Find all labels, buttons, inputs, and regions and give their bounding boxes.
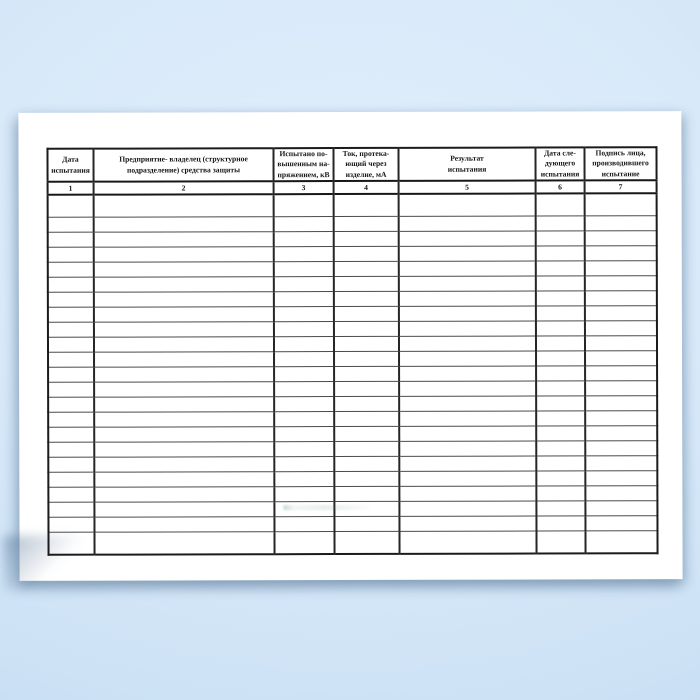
column-number-cell-5: 5 (399, 181, 536, 194)
table-row (48, 216, 657, 233)
empty-cell (399, 411, 536, 426)
empty-cell (274, 352, 334, 367)
table-row (48, 486, 657, 503)
empty-cell (536, 261, 585, 276)
empty-cell (48, 442, 94, 457)
column-number-cell-1: 1 (48, 182, 94, 195)
table-row (48, 246, 657, 263)
empty-cell (334, 336, 399, 351)
empty-cell (536, 193, 585, 216)
empty-cell (274, 442, 334, 457)
empty-cell (585, 351, 657, 366)
header-cell-col5 (398, 148, 535, 181)
empty-cell (274, 322, 334, 337)
empty-cell (274, 262, 334, 277)
empty-cell (274, 277, 334, 292)
table-header-row (47, 147, 656, 182)
table-row (48, 336, 657, 353)
empty-cell (274, 292, 334, 307)
empty-cell (274, 307, 334, 322)
empty-cell (94, 427, 274, 442)
empty-cell (94, 517, 274, 532)
header-line: подразделение) средства защиты (127, 164, 241, 175)
empty-cell (399, 381, 536, 396)
empty-cell (274, 487, 334, 502)
empty-cell (585, 336, 657, 351)
table-row (48, 516, 657, 533)
empty-cell (334, 261, 399, 276)
empty-cell (334, 291, 399, 306)
empty-cell (585, 321, 657, 336)
header-line: Предприятие- владелец (структурное (119, 154, 248, 164)
empty-cell (48, 397, 94, 412)
empty-cell (536, 381, 585, 396)
empty-cell (585, 261, 657, 276)
header-line: ющий через (345, 159, 387, 169)
column-number-cell-6: 6 (536, 180, 585, 193)
empty-cell (94, 307, 274, 322)
empty-cell (94, 217, 274, 232)
table-row (48, 261, 657, 278)
empty-cell (585, 216, 657, 231)
empty-cell (536, 351, 585, 366)
table-row (48, 291, 657, 308)
header-line: Дата (62, 154, 79, 165)
empty-cell (585, 441, 657, 456)
table-row (48, 381, 657, 398)
header-line: Дата сле- (544, 148, 576, 158)
empty-cell (399, 456, 536, 471)
empty-cell (334, 246, 399, 261)
header-cell-col7 (584, 147, 656, 180)
header-cell-col2 (93, 148, 273, 181)
empty-cell (399, 531, 536, 554)
empty-cell (94, 442, 274, 457)
empty-cell (274, 457, 334, 472)
empty-cell (334, 194, 399, 217)
empty-cell (536, 486, 585, 501)
empty-cell (334, 516, 399, 531)
empty-cell (536, 516, 585, 531)
empty-cell (399, 261, 536, 276)
empty-cell (585, 531, 657, 554)
empty-cell (274, 397, 334, 412)
empty-cell (399, 486, 536, 501)
empty-cell (48, 277, 94, 292)
header-line: изделие, мА (345, 169, 387, 179)
table-row (48, 411, 657, 428)
table-row (48, 276, 657, 293)
table-row (48, 396, 657, 413)
empty-cell (536, 246, 585, 261)
empty-cell (334, 366, 399, 381)
empty-cell (585, 246, 657, 261)
empty-cell (585, 381, 657, 396)
empty-cell (48, 217, 94, 232)
empty-cell (274, 247, 334, 262)
header-cell-col6 (535, 147, 584, 180)
header-line: испытания (51, 165, 90, 175)
column-number-cell-3: 3 (274, 181, 334, 194)
empty-cell (274, 517, 334, 532)
empty-cell (94, 322, 274, 337)
header-line: Подпись лица, (595, 148, 646, 158)
empty-cell (399, 426, 536, 441)
empty-cell (48, 427, 94, 442)
column-number-cell-2: 2 (94, 181, 274, 194)
empty-cell (94, 412, 274, 427)
empty-cell (536, 216, 585, 231)
empty-cell (334, 501, 399, 516)
empty-cell (536, 411, 585, 426)
empty-cell (274, 232, 334, 247)
empty-cell (334, 411, 399, 426)
empty-cell (536, 456, 585, 471)
empty-cell (399, 291, 536, 306)
header-cell-col3 (273, 148, 333, 181)
empty-cell (585, 426, 657, 441)
empty-cell (48, 532, 94, 555)
empty-cell (399, 306, 536, 321)
empty-cell (399, 231, 536, 246)
empty-cell (48, 322, 94, 337)
empty-cell (536, 426, 585, 441)
column-number-cell-4: 4 (334, 181, 399, 194)
empty-cell (334, 276, 399, 291)
empty-cell (334, 321, 399, 336)
empty-cell (48, 457, 94, 472)
empty-cell (536, 306, 585, 321)
empty-cell (48, 367, 94, 382)
empty-cell (585, 231, 657, 246)
empty-cell (94, 247, 274, 262)
column-number-cell-7: 7 (585, 180, 657, 193)
empty-cell (94, 352, 274, 367)
table-row (48, 366, 657, 383)
empty-cell (94, 382, 274, 397)
empty-cell (334, 306, 399, 321)
empty-cell (536, 531, 585, 554)
header-line: дующего (544, 158, 576, 168)
table-body (48, 193, 658, 555)
empty-cell (334, 441, 399, 456)
empty-cell (585, 411, 657, 426)
empty-cell (48, 502, 94, 517)
empty-cell (585, 291, 657, 306)
empty-cell (536, 366, 585, 381)
empty-cell (274, 472, 334, 487)
header-line: испытание (601, 168, 640, 178)
header-line: вышенным на- (277, 159, 330, 169)
empty-cell (399, 336, 536, 351)
table-row (48, 441, 657, 458)
header-line: производившего (592, 158, 649, 168)
empty-cell (274, 337, 334, 352)
empty-cell (399, 366, 536, 381)
empty-cell (94, 194, 274, 217)
empty-cell (274, 217, 334, 232)
empty-cell (399, 516, 536, 531)
empty-cell (334, 456, 399, 471)
empty-cell (48, 337, 94, 352)
empty-cell (94, 457, 274, 472)
empty-cell (94, 367, 274, 382)
empty-cell (48, 292, 94, 307)
empty-cell (536, 276, 585, 291)
empty-cell (334, 231, 399, 246)
empty-cell (48, 307, 94, 322)
empty-cell (94, 262, 274, 277)
empty-cell (399, 246, 536, 261)
empty-cell (94, 337, 274, 352)
empty-cell (585, 276, 657, 291)
table-row (48, 531, 657, 555)
empty-cell (585, 306, 657, 321)
empty-cell (399, 351, 536, 366)
empty-cell (48, 247, 94, 262)
empty-cell (274, 412, 334, 427)
empty-cell (274, 382, 334, 397)
empty-cell (48, 472, 94, 487)
empty-cell (48, 195, 94, 218)
empty-cell (48, 262, 94, 277)
empty-cell (48, 487, 94, 502)
empty-cell (536, 321, 585, 336)
empty-cell (536, 291, 585, 306)
table-row (48, 351, 657, 368)
header-line: испытания (540, 169, 580, 179)
empty-cell (94, 502, 274, 517)
empty-cell (94, 292, 274, 307)
empty-cell (399, 321, 536, 336)
empty-cell (48, 232, 94, 247)
empty-cell (585, 486, 657, 501)
empty-cell (334, 531, 399, 554)
empty-cell (274, 532, 334, 555)
empty-cell (48, 352, 94, 367)
empty-cell (48, 382, 94, 397)
header-line: Испытано по- (279, 149, 328, 159)
empty-cell (94, 277, 274, 292)
empty-cell (274, 194, 334, 217)
empty-cell (94, 397, 274, 412)
empty-cell (399, 276, 536, 291)
header-line: Результат (450, 153, 484, 163)
empty-cell (48, 412, 94, 427)
empty-cell (585, 516, 657, 531)
empty-cell (399, 471, 536, 486)
empty-cell (399, 216, 536, 231)
empty-cell (274, 367, 334, 382)
empty-cell (585, 501, 657, 516)
table-row (48, 471, 657, 488)
empty-cell (399, 441, 536, 456)
empty-cell (334, 351, 399, 366)
table-row (48, 426, 657, 443)
table-row (48, 306, 657, 323)
header-line: Ток, протека- (342, 149, 390, 159)
test-log-table (46, 146, 658, 556)
empty-cell (94, 472, 274, 487)
empty-cell (274, 427, 334, 442)
empty-cell (334, 426, 399, 441)
empty-cell (399, 501, 536, 516)
empty-cell (334, 216, 399, 231)
empty-cell (334, 471, 399, 486)
empty-cell (334, 396, 399, 411)
empty-cell (585, 366, 657, 381)
empty-cell (334, 381, 399, 396)
empty-cell (536, 441, 585, 456)
table-row (48, 321, 657, 338)
header-line: пряжением, кВ (277, 169, 330, 179)
empty-cell (536, 336, 585, 351)
table-row (48, 501, 657, 518)
table-row (48, 231, 657, 248)
table-row (48, 193, 657, 217)
empty-cell (536, 471, 585, 486)
header-cell-col1 (47, 149, 93, 182)
empty-cell (399, 396, 536, 411)
empty-cell (536, 501, 585, 516)
empty-cell (585, 471, 657, 486)
empty-cell (536, 231, 585, 246)
empty-cell (399, 194, 536, 217)
empty-cell (48, 517, 94, 532)
empty-cell (94, 487, 274, 502)
empty-cell (585, 193, 657, 216)
empty-cell (94, 532, 274, 555)
empty-cell (334, 486, 399, 501)
document-page (18, 111, 682, 581)
empty-cell (585, 396, 657, 411)
empty-cell (94, 232, 274, 247)
empty-cell (585, 456, 657, 471)
empty-cell (536, 396, 585, 411)
empty-cell (274, 502, 334, 517)
header-line: испытания (447, 164, 487, 174)
header-cell-col4 (333, 148, 398, 181)
table-row (48, 456, 657, 473)
